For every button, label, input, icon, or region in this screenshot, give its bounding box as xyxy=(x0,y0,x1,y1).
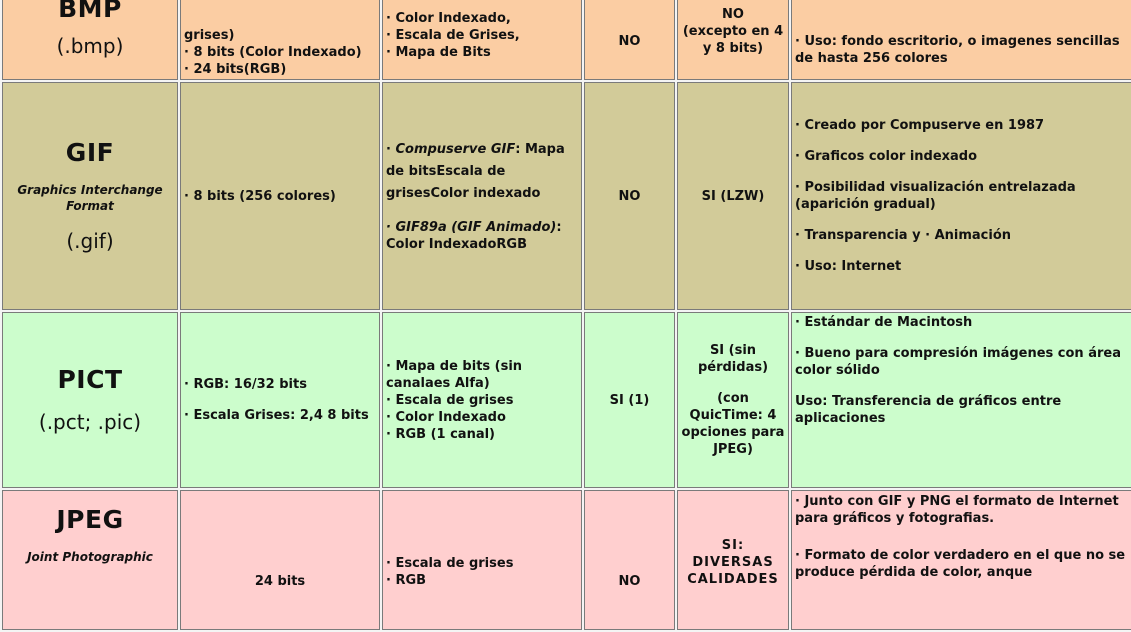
col4-cell-bmp: NO xyxy=(584,0,675,80)
modes-cell-gif xyxy=(382,82,582,310)
depth-cell-jpeg: 24 bits xyxy=(180,490,380,630)
note-line: · Junto con GIF y PNG el formato de Internet para gráficos y fotografias. xyxy=(795,494,1119,526)
mode-line: · Escala de grises xyxy=(386,392,514,408)
notes-cell-jpeg xyxy=(791,490,1131,630)
note-line: · Uso: fondo escritorio, o imagenes sencillas de hasta 256 colores xyxy=(795,34,1120,66)
depth-line: · Escala Grises: 2,4 8 bits xyxy=(184,408,369,423)
note-line: · Bueno para compresión imágenes con área color sólido xyxy=(795,346,1121,378)
mode-block-gif89a: · GIF89a (GIF Animado): Color IndexadoRGB xyxy=(386,220,562,252)
modes-cell-bmp xyxy=(382,0,582,80)
compression-line: SI: xyxy=(721,538,745,553)
format-subtitle: Graphics Interchange Format xyxy=(17,183,163,213)
depth-cell-pict xyxy=(180,312,380,488)
mode-line: · Color Indexado xyxy=(386,409,506,425)
format-extension: (.gif) xyxy=(66,229,114,253)
mode-line: · Escala de Grises, xyxy=(386,28,520,43)
mode-line: · Mapa de bits (sin canalaes Alfa) xyxy=(386,358,523,391)
col4-cell-gif: NO xyxy=(584,82,675,310)
mode-line: · Mapa de Bits xyxy=(386,45,491,60)
compression-cell-gif: SI (LZW) xyxy=(677,82,789,310)
format-name: BMP xyxy=(58,0,122,23)
depth-cell-gif: · 8 bits (256 colores) xyxy=(180,82,380,310)
col4-cell-pict: SI (1) xyxy=(584,312,675,488)
compression-line: CALIDADES xyxy=(687,572,779,587)
format-subtitle: Joint Photographic xyxy=(27,550,153,564)
modes-cell-pict xyxy=(382,312,582,488)
format-cell-bmp xyxy=(2,0,178,80)
compression-line: NO xyxy=(722,7,744,22)
table-row-jpeg xyxy=(2,490,1131,630)
table-row-pict xyxy=(2,312,1131,488)
format-extension: (.bmp) xyxy=(56,34,124,58)
modes-cell-jpeg xyxy=(382,490,582,630)
note-line: · Posibilidad visualización entrelazada (aparición gradual) xyxy=(795,180,1076,212)
format-name: GIF xyxy=(65,138,115,167)
notes-cell-gif xyxy=(791,82,1131,310)
mode-em: · GIF89a (GIF Animado) xyxy=(386,220,557,235)
compression-line: DIVERSAS xyxy=(692,555,774,570)
compression-cell-jpeg xyxy=(677,490,789,630)
compression-cell-bmp xyxy=(677,0,789,80)
compression-line: (excepto en 4 y 8 bits) xyxy=(682,24,784,56)
compression-line: SI (sin pérdidas) xyxy=(697,343,769,375)
mode-line: · RGB (1 canal) xyxy=(386,426,495,442)
note-line: · Transparencia y · Animación xyxy=(795,228,1012,243)
mode-em: Compuserve GIF xyxy=(395,142,516,157)
notes-cell-pict xyxy=(791,312,1131,488)
format-name: PICT xyxy=(57,365,123,394)
format-cell-jpeg xyxy=(2,490,178,630)
depth-cell-bmp xyxy=(180,0,380,80)
format-cell-gif xyxy=(2,82,178,310)
depth-line: · RGB: 16/32 bits xyxy=(184,377,307,392)
table-row-gif xyxy=(2,82,1131,310)
format-extension: (.pct; .pic) xyxy=(38,410,142,434)
mode-line: · RGB xyxy=(386,573,427,588)
notes-cell-bmp xyxy=(791,0,1131,80)
mode-block-compuserve: · Compuserve GIF: Mapa de bitsEscala de grisesColor indexado xyxy=(386,142,565,201)
note-line: Uso: Transferencia de gráficos entre aplicaciones xyxy=(795,394,1062,426)
depth-line: · 8 bits (Color Indexado) xyxy=(184,45,362,60)
col4-cell-jpeg: NO xyxy=(584,490,675,630)
mode-line: · Color Indexado, xyxy=(386,11,511,26)
depth-line: grises) xyxy=(184,28,235,43)
format-name: JPEG xyxy=(56,505,124,534)
table-row-bmp xyxy=(2,0,1131,80)
note-line: · Creado por Compuserve en 1987 xyxy=(795,118,1045,133)
note-line: · Estándar de Macintosh xyxy=(795,315,973,330)
note-line: · Graficos color indexado xyxy=(795,149,978,164)
compression-line: (con QuicTime: 4 opciones para JPEG) xyxy=(681,391,785,457)
mode-line: · Escala de grises xyxy=(386,556,514,571)
depth-line: · 24 bits(RGB) xyxy=(184,62,287,77)
compression-cell-pict xyxy=(677,312,789,488)
format-cell-pict xyxy=(2,312,178,488)
note-line: · Formato de color verdadero en el que no se produce pérdida de color, anque xyxy=(795,548,1126,580)
note-line: · Uso: Internet xyxy=(795,259,902,274)
